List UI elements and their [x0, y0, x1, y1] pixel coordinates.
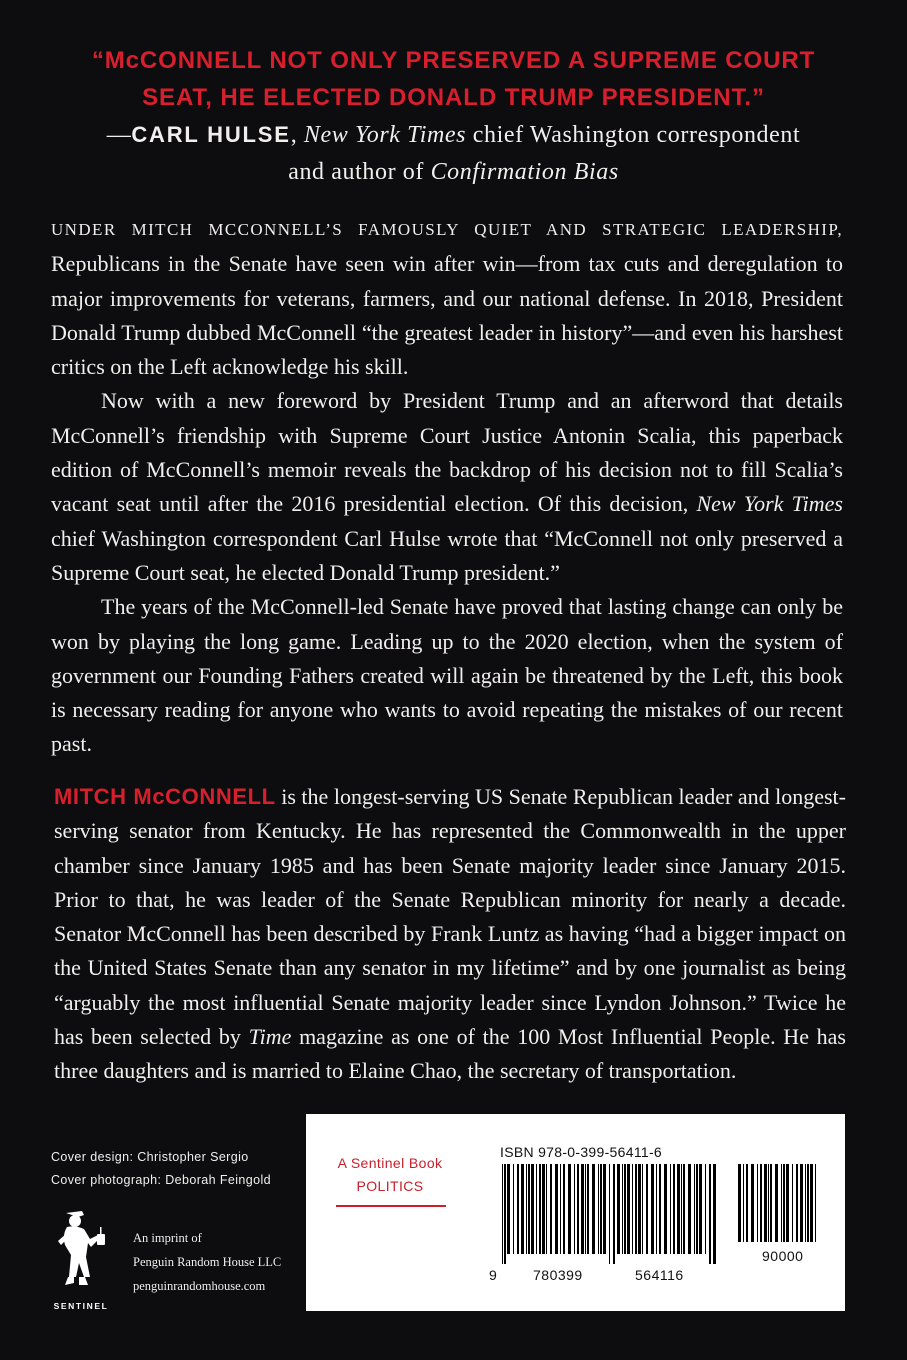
barcode-bar — [642, 1164, 643, 1254]
barcode-bar — [546, 1164, 547, 1254]
barcode-bar — [598, 1164, 599, 1254]
author-bio-magazine: Time — [248, 1024, 292, 1050]
barcode-bar — [800, 1164, 803, 1242]
barcode-bar — [504, 1164, 506, 1264]
barcode-bar — [632, 1164, 633, 1254]
barcode-bar — [694, 1164, 695, 1254]
barcode-bar — [577, 1164, 579, 1254]
isbn-text: ISBN 978-0-399-56411-6 — [500, 1144, 662, 1160]
quote-line-2: SEAT, HE ELECTED DONALD TRUMP PRESIDENT.” — [142, 84, 765, 111]
barcode-bar — [635, 1164, 637, 1254]
barcode-bar — [770, 1164, 772, 1242]
quote-attribution-book — [0, 154, 907, 191]
barcode-bar — [600, 1164, 602, 1254]
barcode-bar — [560, 1164, 561, 1254]
barcode-bar — [781, 1164, 782, 1242]
book-description — [51, 211, 843, 762]
barcode-bar — [651, 1164, 654, 1254]
barcode-bar — [664, 1164, 667, 1254]
barcode-right-digits: 564116 — [635, 1267, 684, 1283]
barcode-bar — [528, 1164, 530, 1254]
barcode-bar — [746, 1164, 748, 1242]
barcode-bar — [563, 1164, 565, 1254]
publisher-imprint — [133, 1226, 281, 1298]
quote-line-1: “McCONNELL NOT ONLY PRESERVED A SUPREME COURT — [91, 47, 816, 74]
barcode-bar — [757, 1164, 758, 1242]
barcode-bar — [699, 1164, 702, 1254]
barcode-bar — [502, 1164, 503, 1264]
barcode-bar — [696, 1164, 698, 1254]
barcode-bar — [613, 1164, 615, 1264]
barcode-lead-digit: 9 — [489, 1267, 498, 1283]
attribution-book-title: Confirmation Bias — [430, 159, 619, 185]
barcode-bar — [550, 1164, 552, 1254]
barcode-left-digits: 780399 — [533, 1267, 583, 1283]
barcode-bar — [796, 1164, 798, 1242]
logo-wordmark: SENTINEL — [53, 1301, 109, 1311]
barcode-bar — [670, 1164, 671, 1254]
barcode-bar — [683, 1164, 685, 1254]
barcode-bar — [627, 1164, 630, 1254]
barcode-bar — [581, 1164, 584, 1254]
barcode-bar — [609, 1164, 610, 1264]
barcode-bar — [638, 1164, 641, 1254]
attribution-paper: New York Times — [303, 122, 467, 148]
description-paragraph-3: The years of the McConnell-led Senate have proved that lasting change can only be won by playing the long game. Leading up to the 2020 election, when the system of government our Founding Fathers created will again be threatened by the Left, this book is necessary reading for anyone who wants to avoid repeating the mistakes of our recent past. — [51, 594, 843, 757]
description-paragraph-1 — [51, 211, 843, 384]
barcode-bar — [555, 1164, 558, 1254]
barcode-bar — [810, 1164, 813, 1242]
barcode-bar — [673, 1164, 675, 1254]
barcode-bar — [786, 1164, 789, 1242]
barcode-bar — [768, 1164, 769, 1242]
description-paragraph-2 — [51, 384, 843, 590]
sentinel-book-title: A Sentinel Book — [337, 1155, 443, 1171]
sentinel-logo-icon — [48, 1205, 114, 1315]
barcode-bar — [536, 1164, 537, 1254]
barcode-bar — [681, 1164, 682, 1254]
barcode-bar — [751, 1164, 754, 1242]
barcode-bar — [622, 1164, 623, 1254]
barcode-bar — [815, 1164, 816, 1242]
barcode-price-code: 90000 — [762, 1248, 804, 1264]
barcode-bar — [713, 1164, 716, 1264]
cover-credits — [51, 1146, 271, 1192]
imprint-line-3: penguinrandomhouse.com — [133, 1279, 266, 1293]
barcode-bar — [617, 1164, 620, 1254]
barcode-bar — [705, 1164, 706, 1254]
attribution-comma: , — [290, 122, 304, 148]
barcode-bar — [805, 1164, 806, 1242]
barcode-bar — [513, 1164, 514, 1254]
barcode-bar — [760, 1164, 762, 1242]
barcode-bar — [603, 1164, 606, 1254]
barcode-bar — [624, 1164, 626, 1254]
barcode-bar — [542, 1164, 545, 1254]
attribution-name: CARL HULSE — [131, 122, 291, 147]
cover-photo-credit: Cover photograph: Deborah Feingold — [51, 1173, 271, 1187]
barcode-bar — [709, 1164, 711, 1264]
description-p1-text: Republicans in the Senate have seen win after win—from tax cuts and deregulation to major improvements for veterans, farmers, and our national defense. In 2018, President Donald Trump dubbed McConnell “the greatest leader in history”—and even his harshest critics on the Left acknowledge his skill. — [51, 251, 843, 380]
barcode-bar — [743, 1164, 744, 1242]
barcode-bar — [646, 1164, 648, 1254]
barcode-bar — [592, 1164, 595, 1254]
barcode-panel — [306, 1114, 845, 1311]
barcode-bar — [539, 1164, 541, 1254]
barcode-bar — [659, 1164, 661, 1254]
barcode-bar — [587, 1164, 589, 1254]
author-bio — [54, 780, 846, 1089]
pull-quote — [0, 42, 907, 191]
imprint-line-1: An imprint of — [133, 1231, 202, 1245]
cover-design-credit: Cover design: Christopher Sergio — [51, 1150, 249, 1164]
attribution-dash: — — [106, 122, 132, 148]
barcode-bar — [807, 1164, 809, 1242]
barcode-bar — [656, 1164, 657, 1254]
barcode-bar — [677, 1164, 680, 1254]
author-name: MITCH McCONNELL — [54, 784, 276, 809]
barcode-bar — [792, 1164, 793, 1242]
description-lead-smallcaps: UNDER MITCH MCCONNELL’S FAMOUSLY QUIET AND STRATEGIC LEADERSHIP, — [51, 220, 843, 239]
barcode-bar — [517, 1164, 519, 1254]
imprint-line-2: Penguin Random House LLC — [133, 1255, 282, 1269]
barcode-bar — [574, 1164, 575, 1254]
author-bio-text-a: is the longest-serving US Senate Republican leader and longest-serving senator from Kentucky. He has represented the Commonwealth in the upper chamber since January 1985 and has been Senate majority leader since January 2015. Prior to that, he was leader of the Senate Republican minority for nearly a decade. Senator McConnell has been described by Frank Luntz as having “had a bigger impact on the United States Senate than any senator in my lifetime” and by one journalist as being “arguably the most influential Senate majority leader since Lyndon Johnson.” Twice he has been selected by — [54, 784, 846, 1050]
barcode-bar — [775, 1164, 778, 1242]
description-p2-paper: New York Times — [696, 491, 843, 517]
attribution-author-prefix: and author of — [288, 159, 431, 185]
barcode-bar — [531, 1164, 534, 1254]
barcode-bar — [783, 1164, 785, 1242]
barcode-bar — [507, 1164, 510, 1254]
description-p2-text-a: Now with a new foreword by President Trump and an afterword that details McConnell’s friendship with Supreme Court Justice Antonin Scalia, this paperback edition of McConnell’s memoir reveals the backdrop of his decision not to fill Scalia’s vacant seat until after the 2016 presidential election. Of this decision, — [51, 388, 843, 517]
barcode-bar — [585, 1164, 586, 1254]
quote-attribution — [0, 116, 907, 154]
barcode-bar — [764, 1164, 767, 1242]
barcode-bar — [688, 1164, 691, 1254]
attribution-role: chief Washington correspondent — [466, 122, 801, 148]
description-p2-text-b: chief Washington correspondent Carl Hulse wrote that “McConnell not only preserved a Supreme Court seat, he elected Donald Trump president.” — [51, 525, 843, 585]
author-bio-text-b: magazine as one of the 100 Most Influential People. He has three daughters and is married to Elaine Chao, the secretary of transportation. — [54, 1024, 846, 1084]
barcode-bar — [526, 1164, 527, 1254]
barcode-bar — [521, 1164, 524, 1254]
barcode-bar — [738, 1164, 741, 1242]
barcode-bar — [568, 1164, 571, 1254]
book-category: POLITICS — [356, 1178, 424, 1194]
